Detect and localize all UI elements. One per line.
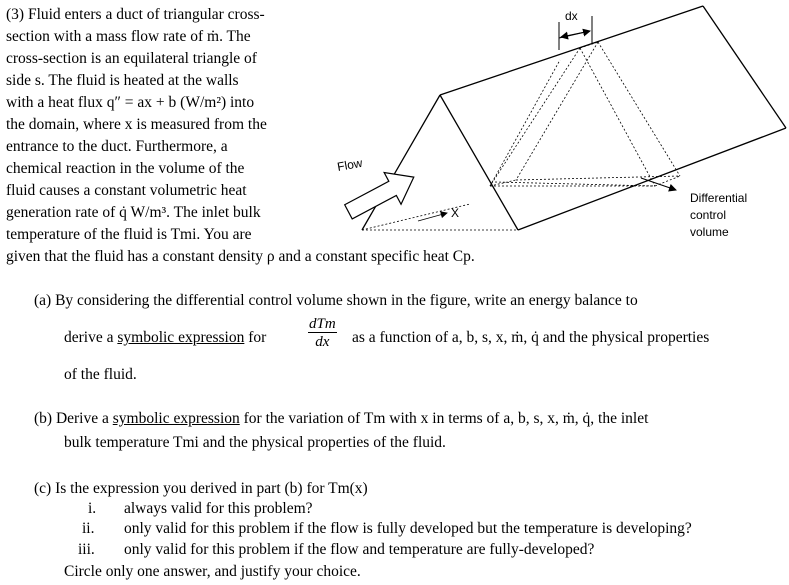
fraction-numerator: dTm — [309, 316, 336, 332]
volume-label-line-1: Differential — [690, 191, 748, 205]
intro-line-6: the domain, where x is measured from the — [6, 116, 267, 133]
part-c-option-i-num: i. — [88, 500, 97, 517]
part-c-option-ii-num: ii. — [82, 520, 95, 537]
part-c-option-ii-text: only valid for this problem if the flow is fully developed but the temperature is developing? — [124, 520, 692, 537]
intro-line-10: generation rate of q̇ W/m³. The inlet bulk — [6, 204, 261, 221]
x-axis-arrow — [418, 213, 447, 221]
control-volume-slice — [490, 42, 680, 186]
intro-line-5: with a heat flux q″ = ax + b (W/m²) into — [6, 94, 255, 111]
intro-line-3: cross-section is an equilateral triangle of — [6, 50, 257, 67]
x-axis-label: X — [451, 206, 460, 220]
intro-line-11: temperature of the fluid is Tmi. You are — [6, 226, 252, 243]
part-b-derive-text: (b) Derive a — [34, 410, 109, 427]
intro-line-12: given that the fluid has a constant density ρ and a constant specific heat Cp. — [6, 248, 475, 265]
dTm-dx-fraction — [308, 316, 337, 351]
part-c-line-1: (c) Is the expression you derived in part (b) for Tm(x) — [34, 480, 368, 497]
part-b-symbolic-expression: symbolic expression — [112, 410, 240, 427]
volume-label-line-2: control — [690, 208, 727, 222]
part-a-line-2-tail: as a function of a, b, s, x, ṁ, q̇ and the physical properties — [352, 329, 710, 346]
duct-hidden-edges — [362, 204, 518, 230]
intro-line-8: chemical reaction in the volume of the — [6, 160, 245, 177]
flow-label: Flow — [336, 155, 364, 174]
part-a-line-2 — [64, 329, 266, 347]
intro-line-1: (3) Fluid enters a duct of triangular cross- — [6, 6, 265, 23]
part-b-variation-text: for the variation of Tm with x in terms of a, b, s, x, ṁ, q̇, the inlet — [243, 410, 649, 427]
part-a-line-3: of the fluid. — [64, 366, 137, 383]
dx-label: dx — [565, 9, 578, 23]
part-c-option-i-text: always valid for this problem? — [124, 500, 313, 517]
part-c-option-iii-text: only valid for this problem if the flow and temperature are fully-developed? — [124, 541, 595, 558]
part-a-derive-text: derive a — [64, 329, 114, 346]
part-c-option-iii-num: iii. — [78, 541, 95, 558]
intro-line-2: section with a mass flow rate of ṁ. The — [6, 28, 251, 45]
part-c-footer: Circle only one answer, and justify your choice. — [64, 563, 361, 580]
part-a-for-text: for — [248, 329, 267, 346]
intro-line-9: fluid causes a constant volumetric heat — [6, 182, 247, 199]
intro-line-7: entrance to the duct. Furthermore, a — [6, 138, 228, 155]
part-b-line-2: bulk temperature Tmi and the physical properties of the fluid. — [64, 434, 446, 451]
part-b-line-1 — [34, 410, 648, 428]
intro-line-4: side s. The fluid is heated at the walls — [6, 72, 239, 89]
part-a-symbolic-expression: symbolic expression — [117, 329, 245, 346]
fraction-denominator: dx — [315, 334, 330, 350]
volume-label-line-3: volume — [690, 225, 729, 239]
part-a-line-1: (a) By considering the differential control volume shown in the figure, write an energy balance to — [34, 292, 638, 309]
